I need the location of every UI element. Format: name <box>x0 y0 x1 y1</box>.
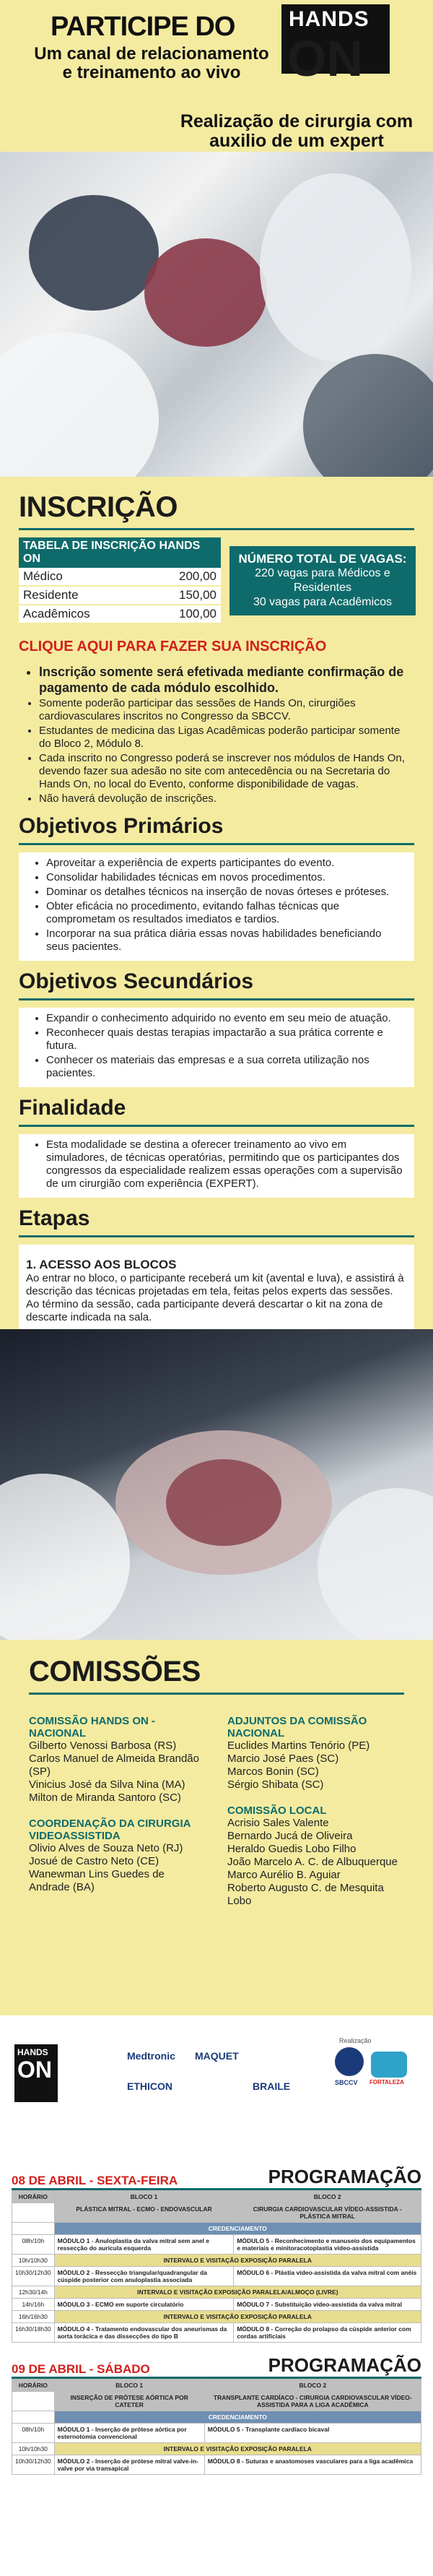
divider <box>19 998 414 1000</box>
comissao-name: Euclides Martins Tenório (PE) <box>227 1739 370 1752</box>
horario-header: HORÁRIO <box>12 2191 55 2203</box>
bloco-topic: CIRURGIA CARDIOVASCULAR VÍDEO-ASSISTIDA - PLÁSTICA MITRAL <box>234 2203 421 2223</box>
module-cell: MÓDULO 2 - Inserção de prótese mitral valve-in-valve por via transapical <box>54 2455 204 2475</box>
comissao-name: Carlos Manuel de Almeida Brandão (SP) <box>29 1752 199 1778</box>
table-row <box>12 2235 421 2255</box>
list-item: • Não haverá devolução de inscrições. <box>39 792 414 805</box>
day-label: 09 DE ABRIL - SÁBADO <box>12 2362 150 2376</box>
comissao-name: Bernardo Jucá de Oliveira <box>227 1830 353 1842</box>
hands-on-logo <box>281 4 390 87</box>
comissao-title: COMISSÃO HANDS ON - NACIONAL <box>29 1715 156 1739</box>
etapa-title: 1. ACESSO AOS BLOCOS <box>26 1258 177 1271</box>
list-item: • Somente poderão participar das sessões de Hands On, cirurgiões cardiovasculares inscritos no Congresso da SBCCV. <box>39 697 414 723</box>
module-cell: MÓDULO 4 - Tratamento endovascular dos aneurismas da aorta torácica e das dissecções do tipo B <box>54 2323 234 2343</box>
table-row <box>19 568 221 586</box>
horario-header: HORÁRIO <box>12 2380 55 2392</box>
list-item: • Reconhecer quais destas terapias impactarão a sua prática corrente e futura. <box>46 1026 407 1053</box>
fortaleza-logo <box>371 2052 407 2078</box>
table-row <box>12 2424 421 2443</box>
comissao-name: Sérgio Shibata (SC) <box>227 1778 324 1791</box>
comissao-name: Vinicius José da Silva Nina (MA) <box>29 1778 185 1791</box>
table-row <box>19 586 221 605</box>
sbcc-seal <box>335 2047 364 2076</box>
comissao-name: Acrisio Sales Valente <box>227 1817 329 1829</box>
inscricao-link[interactable]: CLIQUE AQUI PARA FAZER SUA INSCRIÇÃO <box>19 639 327 654</box>
programacao-title: PROGRAMAÇÃO <box>268 2354 421 2376</box>
fortaleza-label: FORTALEZA <box>369 2079 404 2086</box>
module-cell: MÓDULO 1 - Inserção de prótese aórtica por esternotomia convencional <box>54 2424 204 2443</box>
module-cell: MÓDULO 5 - Transplante cardíaco bicaval <box>204 2424 421 2443</box>
comissao-name: Roberto Augusto C. de Mesquita Lobo <box>227 1882 384 1907</box>
braile-logo: BRAILE <box>253 2080 291 2092</box>
time-cell: 14h/16h <box>12 2299 55 2311</box>
inscricao-title: INSCRIÇÃO <box>19 491 178 523</box>
comissoes-title: COMISSÕES <box>29 1656 201 1687</box>
comissao-name: Gilberto Venossi Barbosa (RS) <box>29 1739 177 1752</box>
module-cell: MÓDULO 5 - Reconhecimento e manuseio dos equipamentos e materiais e minitoracotoplastia vídeo-assistida <box>234 2235 421 2255</box>
programacao-table <box>12 2379 421 2475</box>
price-label: Residente <box>19 586 144 605</box>
vagas-line: 220 vagas para Médicos e Residentes <box>255 567 390 594</box>
credenciamento-row: CREDENCIAMENTO <box>54 2411 421 2424</box>
comissao-title: ADJUNTOS DA COMISSÃO NACIONAL <box>227 1715 367 1739</box>
day-label: 08 DE ABRIL - SEXTA-FEIRA <box>12 2174 178 2187</box>
list-item: • Conhecer os materiais das empresas e a sua correta utilização nos pacientes. <box>46 1054 407 1080</box>
comissao-name: Marco Aurélio B. Aguiar <box>227 1869 341 1881</box>
divider <box>19 843 414 845</box>
list-item: • Aproveitar a experiência de experts participantes do evento. <box>46 857 407 870</box>
programacao-title: PROGRAMAÇÃO <box>268 2166 421 2187</box>
comissoes-section <box>0 1640 433 2015</box>
sbccv-label: SBCCV <box>335 2079 358 2086</box>
vagas-box <box>229 546 416 615</box>
surgery-photo <box>0 152 433 477</box>
module-cell: MÓDULO 8 - Suturas e anastomoses vasculares para a liga acadêmica <box>204 2455 421 2475</box>
programacao-day-1 <box>0 2166 433 2475</box>
etapa-text: Ao entrar no bloco, o participante receberá um kit (avental e luva), e assistirá à descrição das técnicas projetadas em tela, feitas pelos experts das sessões. Ao término da sessão, cada participante deverá descartar o kit na zona de descarte indicada na sala. <box>26 1272 404 1323</box>
table-row <box>12 2455 421 2475</box>
sponsors-section <box>0 2015 433 2160</box>
intervalo-row: INTERVALO E VISITAÇÃO EXPOSIÇÃO PARALELA/ALMOÇO (LIVRE) <box>54 2286 421 2299</box>
time-cell: 10h30/12h30 <box>12 2455 55 2475</box>
list-item: • Incorporar na sua prática diária essas novas habilidades beneficiando seus pacientes. <box>46 928 407 954</box>
ethicon-logo: ETHICON <box>127 2080 172 2092</box>
price-table-header: TABELA DE INSCRIÇÃO HANDS ON <box>19 537 221 568</box>
list-item: • Esta modalidade se destina a oferecer treinamento ao vivo em simuladores, de técnicas operatórias, permitindo que os participantes dos congressos da especialidade realizem essas operações com a supervisão de um cirurgião com experiência (EXPERT). <box>46 1138 407 1190</box>
maquet-logo: MAQUET <box>195 2050 239 2062</box>
price-table <box>19 537 221 624</box>
bloco-topic: TRANSPLANTE CARDÍACO - CIRURGIA CARDIOVASCULAR VÍDEO-ASSISTIDA PARA A LIGA ACADÊMICA <box>204 2392 421 2411</box>
divider <box>19 1125 414 1127</box>
objetivos-secundarios-box <box>19 1008 414 1087</box>
module-cell: MÓDULO 2 - Ressecção triangular/quadrangular da cúspide posterior com anuloplastia associada <box>54 2267 234 2286</box>
list-item: • Expandir o conhecimento adquirido no evento em seu meio de atuação. <box>46 1012 407 1025</box>
price-label: Médico <box>19 568 144 586</box>
objetivos-primarios-box <box>19 852 414 961</box>
price-label: Acadêmicos <box>19 605 144 623</box>
programacao-table <box>12 2190 421 2343</box>
module-cell: MÓDULO 8 - Correção do prolapso da cúspide anterior com cordas artificiais <box>234 2323 421 2343</box>
price-value: 150,00 <box>144 586 221 605</box>
vagas-title: NÚMERO TOTAL DE VAGAS: <box>238 552 407 566</box>
time-cell: 16h30/18h30 <box>12 2323 55 2343</box>
bloco-header: BLOCO 1 <box>54 2380 204 2392</box>
comissao-name: Olivio Alves de Souza Neto (RJ) <box>29 1842 183 1854</box>
module-cell: MÓDULO 6 - Plástia vídeo-assistida da valva mitral com anéis <box>234 2267 421 2286</box>
table-row <box>12 2323 421 2343</box>
comissao-name: João Marcelo A. C. de Albuquerque <box>227 1856 398 1868</box>
list-item: • Inscrição somente será efetivada mediante confirmação de pagamento de cada módulo escolhido. <box>39 664 414 696</box>
bloco-topic: INSERÇÃO DE PRÓTESE AÓRTICA POR CATETER <box>54 2392 204 2411</box>
hero-subtitle: Um canal de relacionamento e treinamento ao vivo <box>34 44 269 82</box>
divider <box>29 1693 404 1695</box>
comissao-title: COORDENAÇÃO DA CIRURGIA VIDEOASSISTIDA <box>29 1818 191 1842</box>
price-value: 100,00 <box>144 605 221 623</box>
small-logo-hands: HANDS <box>17 2047 48 2057</box>
table-row <box>12 2299 421 2311</box>
divider <box>19 528 414 530</box>
time-cell: 10h30/12h30 <box>12 2267 55 2286</box>
medtronic-logo: Medtronic <box>127 2050 175 2062</box>
credenciamento-row: CREDENCIAMENTO <box>54 2223 421 2235</box>
module-cell: MÓDULO 3 - ECMO em suporte circulatório <box>54 2299 234 2311</box>
list-item: • Consolidar habilidades técnicas em novos procedimentos. <box>46 871 407 884</box>
time-cell: 10h/10h30 <box>12 2255 55 2267</box>
comissao-name: Josué de Castro Neto (CE) <box>29 1855 159 1867</box>
comissao-name: Wanewman Lins Guedes de Andrade (BA) <box>29 1868 165 1893</box>
table-row <box>19 605 221 623</box>
comissao-name: Marcio José Paes (SC) <box>227 1752 339 1765</box>
comissao-col <box>227 1702 404 1908</box>
comissao-col <box>29 1702 206 1908</box>
hero-title: PARTICIPE DO <box>51 12 235 42</box>
hero-header <box>0 0 433 152</box>
finalidade-box <box>19 1134 414 1198</box>
list-item: • Estudantes de medicina das Ligas Acadêmicas poderão participar somente do Bloco 2, Módulo 8. <box>39 725 414 751</box>
divider <box>19 1235 414 1237</box>
intervalo-row: INTERVALO E VISITAÇÃO EXPOSIÇÃO PARALELA <box>54 2311 421 2323</box>
bloco-topic: PLÁSTICA MITRAL - ECMO - ENDOVASCULAR <box>54 2203 234 2223</box>
list-item: • Cada inscrito no Congresso poderá se inscrever nos módulos de Hands On, devendo fazer sua adesão no site com antecedência ou na Secretaria do Hands On, no local do Evento, conforme disponibilidade de vagas. <box>39 752 414 791</box>
finalidade-title: Finalidade <box>19 1096 126 1120</box>
time-cell: 16h/16h30 <box>12 2311 55 2323</box>
comissao-name: Heraldo Guedis Lobo Filho <box>227 1843 357 1855</box>
vagas-line: 30 vagas para Acadêmicos <box>253 596 393 608</box>
bloco-header: BLOCO 1 <box>54 2191 234 2203</box>
objetivos-primarios-title: Objetivos Primários <box>19 814 224 838</box>
intervalo-row: INTERVALO E VISITAÇÃO EXPOSIÇÃO PARALELA <box>54 2443 421 2455</box>
info-section <box>0 477 433 1329</box>
bloco-header: BLOCO 2 <box>204 2380 421 2392</box>
etapas-title: Etapas <box>19 1206 90 1230</box>
time-cell: 12h30/14h <box>12 2286 55 2299</box>
small-logo-on: ON <box>17 2057 52 2083</box>
logo-hands-text: HANDS <box>289 7 369 31</box>
bloco-header: BLOCO 2 <box>234 2191 421 2203</box>
hands-on-small-logo <box>14 2044 58 2102</box>
table-row <box>12 2267 421 2286</box>
comissao-name: Marcos Bonin (SC) <box>227 1765 319 1778</box>
objetivos-secundarios-title: Objetivos Secundários <box>19 969 254 993</box>
time-cell: 08h/10h <box>12 2235 55 2255</box>
comissao-name: Milton de Miranda Santoro (SC) <box>29 1791 181 1804</box>
module-cell: MÓDULO 1 - Anuloplastia da valva mitral sem anel e ressecção do auricula esquerda <box>54 2235 234 2255</box>
simulator-photo <box>0 1329 433 1640</box>
list-item: • Dominar os detalhes técnicos na inserção de novas órteses e próteses. <box>46 886 407 899</box>
hero-subtitle-2: Realização de cirurgia com auxilio de um expert <box>180 111 414 151</box>
comissao-title: COMISSÃO LOCAL <box>227 1805 327 1817</box>
price-value: 200,00 <box>144 568 221 586</box>
time-cell: 08h/10h <box>12 2424 55 2443</box>
module-cell: MÓDULO 7 - Substituição vídeo-assistida da valva mitral <box>234 2299 421 2311</box>
realizacao-label: Realização <box>339 2037 372 2044</box>
time-cell: 10h/10h30 <box>12 2443 55 2455</box>
logo-on-text: ON <box>287 30 363 87</box>
list-item: • Obter eficácia no procedimento, evitando falhas técnicas que comprometam os resultados imediatos e tardios. <box>46 900 407 926</box>
intervalo-row: INTERVALO E VISITAÇÃO EXPOSIÇÃO PARALELA <box>54 2255 421 2267</box>
inscricao-list <box>19 664 414 805</box>
